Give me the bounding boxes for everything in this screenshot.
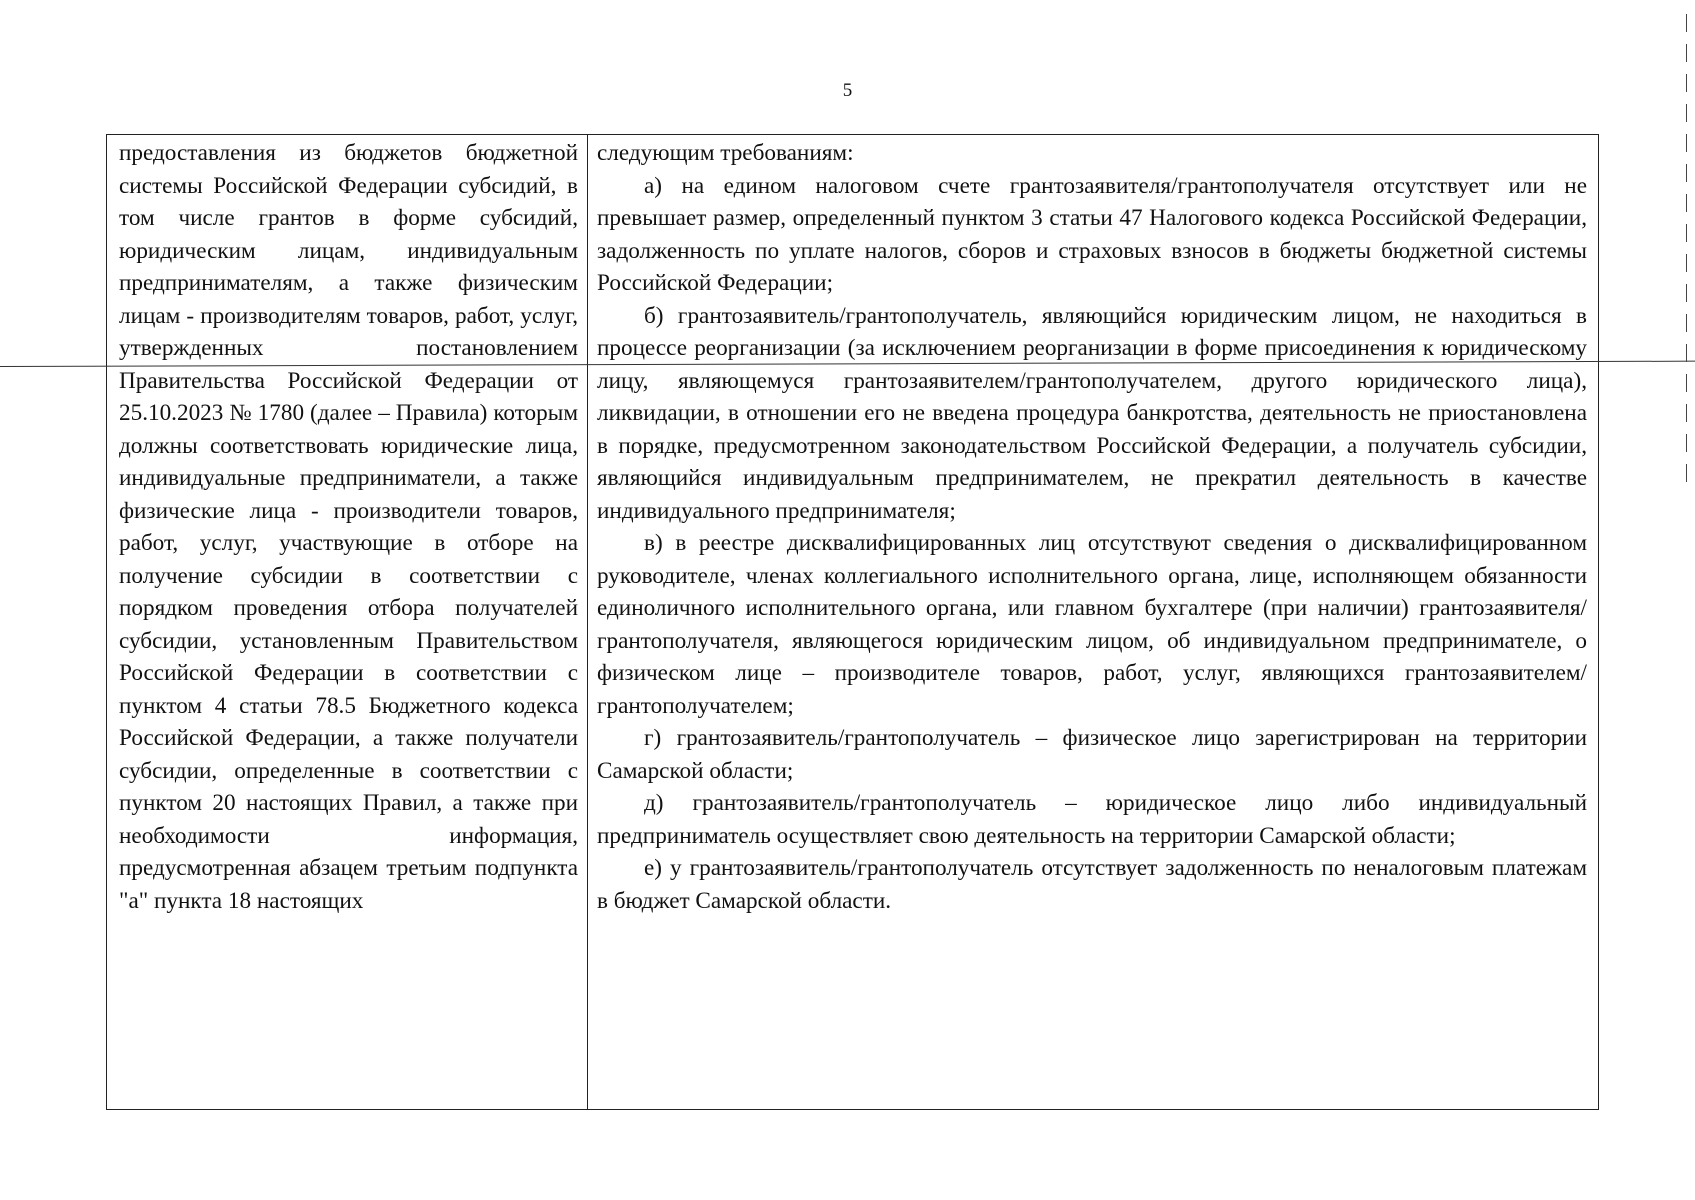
requirement-item-v: в) в реестре дисквалифицированных лиц отсутствуют сведения о дисквалифицированном руководителе, членах коллегиального исполнительного органа, лице, исполняющем обязанности единоличного исполнительного органа, или главном бухгалтере (при наличии) грантозаявителя/грантополучателя, являющегося юридическим лицом, об индивидуальном предпринимателе, о физическом лице – производителе товаров, работ, услуг, являющихся грантозаявителем/грантополучателем; <box>597 530 1587 719</box>
left-column <box>107 135 588 1109</box>
requirement-item-a: а) на едином налоговом счете грантозаявителя/грантополучателя отсутствует или не превышает размер, определенный пунктом 3 статьи 47 Налогового кодекса Российской Федерации, задолженность по уплате налогов, сборов и страховых взносов в бюджеты бюджетной системы Российской Федерации; <box>597 172 1587 296</box>
document-table <box>106 134 1599 1110</box>
right-column <box>588 135 1598 1109</box>
page-number: 5 <box>842 80 853 101</box>
right-column-intro: следующим требованиям: <box>597 140 854 166</box>
requirement-item-e: е) у грантозаявитель/грантополучатель отсутствует задолженность по неналоговым платежам в бюджет Самарской области. <box>597 855 1587 914</box>
scan-artifact-vertical-dashes <box>1686 14 1687 484</box>
requirement-item-d: д) грантозаявитель/грантополучатель – юридическое лицо либо индивидуальный предприниматель осуществляет свою деятельность на территории Самарской области; <box>597 790 1587 849</box>
left-column-text: предоставления из бюджетов бюджетной системы Российской Федерации субсидий, в том числе грантов в форме субсидий, юридическим лицам, индивидуальным предпринимателям, а также физическим лицам - производителям товаров, работ, услуг, утвержденных постановлением Правительства Российской Федерации от 25.10.2023 № 1780 (далее – Правила) которым должны соответствовать юридические лица, индивидуальные предприниматели, а также физические лица - производители товаров, работ, услуг, участвующие в отборе на получение субсидии в соответствии с порядком проведения отбора получателей субсидии, установленным Правительством Российской Федерации в соответствии с пунктом 4 статьи 78.5 Бюджетного кодекса Российской Федерации, а также получатели субсидии, определенные в соответствии с пунктом 20 настоящих Правил, а также при необходимости информация, предусмотренная абзацем третьим подпункта "а" пункта 18 настоящих <box>119 140 578 914</box>
requirement-item-g: г) грантозаявитель/грантополучатель – физическое лицо зарегистрирован на территории Самарской области; <box>597 725 1587 784</box>
requirement-item-b: б) грантозаявитель/грантополучатель, являющийся юридическим лицом, не находиться в процессе реорганизации (за исключением реорганизации в форме присоединения к юридическому лицу, являющемуся грантозаявителем/грантополучателем, другого юридического лица), ликвидации, в отношении его не введена процедура банкротства, деятельность не приостановлена в порядке, предусмотренном законодательством Российской Федерации, а получатель субсидии, являющийся индивидуальным предпринимателем, не прекратил деятельность в качестве индивидуального предпринимателя; <box>597 302 1587 524</box>
